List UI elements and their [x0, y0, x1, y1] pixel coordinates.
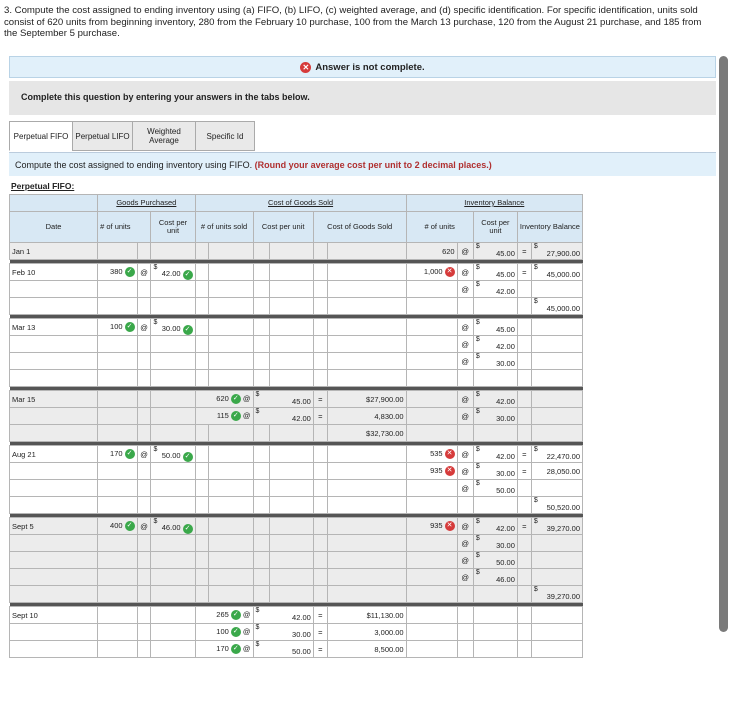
check-icon: ✓ [183, 452, 193, 462]
purchase-units-cell[interactable]: 400 ✓ [98, 518, 137, 535]
date-cell: Feb 10 [10, 264, 98, 281]
table-row [10, 243, 583, 260]
inventory-balance-header: Inventory Balance [406, 195, 582, 212]
table-row [10, 463, 583, 480]
check-icon: ✓ [231, 411, 241, 421]
cogs-cell[interactable]: $27,900.00 [327, 391, 406, 408]
table-row [10, 535, 583, 552]
purchase-cost-cell[interactable]: $ 42.00 ✓ [151, 264, 195, 281]
rounding-note: (Round your average cost per unit to 2 decimal places.) [254, 160, 492, 170]
check-icon: ✓ [231, 644, 241, 654]
error-icon: ✕ [445, 449, 455, 459]
check-icon: ✓ [231, 394, 241, 404]
table-row [10, 370, 583, 387]
at-symbol: @ [457, 353, 473, 370]
inv-total-cell[interactable]: $ 39,270.00 [531, 586, 582, 603]
table-row [10, 353, 583, 370]
equals-symbol: = [517, 243, 531, 260]
table-row [10, 319, 583, 336]
at-symbol: @ [457, 569, 473, 586]
inv-cost-cell[interactable]: $ 45.00 [473, 319, 517, 336]
date-header-top [10, 195, 98, 212]
check-icon: ✓ [183, 524, 193, 534]
date-cell: Sept 10 [10, 607, 98, 624]
purchase-units-cell[interactable]: 100 ✓ [98, 319, 137, 336]
at-symbol: @ [457, 552, 473, 569]
purchase-cost-cell[interactable]: $ 50.00 ✓ [151, 446, 195, 463]
table-row [10, 264, 583, 281]
inv-total-cell[interactable]: $ 50,520.00 [531, 497, 582, 514]
at-symbol: @ [457, 281, 473, 298]
inv-cost-cell[interactable]: $ 42.00 [473, 336, 517, 353]
units-sold-cell[interactable]: 170 ✓ @ [195, 641, 253, 658]
tab-perpetual-fifo[interactable]: Perpetual FIFO [9, 121, 72, 151]
inv-cost-cell[interactable]: $ 30.00 [473, 463, 517, 480]
inv-cost-cell[interactable]: $ 30.00 [473, 353, 517, 370]
at-symbol: @ [137, 319, 151, 336]
at-symbol: @ [457, 480, 473, 497]
table-row [10, 624, 583, 641]
date-cell: Mar 13 [10, 319, 98, 336]
date-cell: Jan 1 [10, 243, 98, 260]
check-icon: ✓ [125, 322, 135, 332]
sub-instruction: Compute the cost assigned to ending inventory using FIFO. [15, 160, 253, 170]
equals-symbol: = [313, 607, 327, 624]
units-sold-cell[interactable]: 115 ✓ @ [195, 408, 253, 425]
tab-perpetual-lifo[interactable]: Perpetual LIFO [72, 121, 132, 151]
cogs-cell[interactable]: $11,130.00 [327, 607, 406, 624]
at-symbol: @ [457, 243, 473, 260]
inv-cost-cell[interactable]: $ 45.00 [473, 264, 517, 281]
at-symbol: @ [457, 336, 473, 353]
error-icon: ✕ [445, 466, 455, 476]
at-symbol: @ [457, 264, 473, 281]
at-symbol: @ [457, 535, 473, 552]
date-cell: Sept 5 [10, 518, 98, 535]
scrollbar[interactable] [719, 56, 728, 632]
purchase-cost-cell[interactable]: $ 46.00 ✓ [151, 518, 195, 535]
inv-units-cell[interactable]: 535 ✕ [406, 446, 457, 463]
cogs-cell[interactable]: 3,000.00 [327, 624, 406, 641]
tab-weighted-average-label: Weighted Average [147, 127, 181, 145]
goods-purchased-header: Goods Purchased [98, 195, 195, 212]
inv-balance-cell[interactable]: $ 45,000.00 [531, 264, 582, 281]
tab-specific-id[interactable]: Specific Id [195, 121, 255, 151]
inv-cost-cell[interactable]: $ 42.00 [473, 518, 517, 535]
table-row [10, 607, 583, 624]
inv-balance-header: Inventory Balance [517, 212, 582, 243]
table-row [10, 586, 583, 603]
table-row [10, 408, 583, 425]
table-row [10, 552, 583, 569]
cost-per-unit-header: Cost per unit [151, 212, 195, 243]
units-sold-cell[interactable]: 620 ✓ @ [195, 391, 253, 408]
inv-cost-cell[interactable]: $ 42.00 [473, 446, 517, 463]
inv-units-cell[interactable]: 935 ✕ [406, 518, 457, 535]
instruction-bar: Complete this question by entering your answers in the tabs below. [9, 81, 716, 115]
units-sold-cell[interactable]: 100 ✓ @ [195, 624, 253, 641]
table-row [10, 425, 583, 442]
at-symbol: @ [137, 264, 151, 281]
inv-units-cell: 620 [406, 243, 457, 260]
table-row [10, 641, 583, 658]
at-symbol: @ [457, 391, 473, 408]
at-symbol: @ [457, 518, 473, 535]
check-icon: ✓ [183, 270, 193, 280]
table-row [10, 480, 583, 497]
check-icon: ✓ [125, 449, 135, 459]
inv-cost-cell[interactable]: $ 45.00 [473, 243, 517, 260]
table-title: Perpetual FIFO: [11, 181, 75, 191]
inv-units-header: # of units [406, 212, 473, 243]
table-row [10, 298, 583, 315]
equals-symbol: = [313, 391, 327, 408]
sold-cost-per-unit-header: Cost per unit [253, 212, 313, 243]
table-row [10, 391, 583, 408]
table-row [10, 446, 583, 463]
inv-cost-per-unit-header: Cost per unit [473, 212, 517, 243]
date-header: Date [10, 212, 98, 243]
question-text: 3. Compute the cost assigned to ending inventory using (a) FIFO, (b) LIFO, (c) weighted average, and (d) specific identification. For specific identification, units sold consist of 620 units from beginning inventory, 280 from the February 10 purchase, 100 from the March 13 purchase, 120 from the August 21 purchase, and 185 from the September 5 purchase. [4, 5, 702, 39]
equals-symbol: = [313, 408, 327, 425]
date-cell: Mar 15 [10, 391, 98, 408]
inv-cost-cell[interactable]: $ 50.00 [473, 552, 517, 569]
sold-cost-cell[interactable]: $ 30.00 [253, 624, 313, 641]
tab-bar [9, 121, 255, 151]
at-symbol: @ [457, 463, 473, 480]
inv-balance-cell[interactable]: $ 22,470.00 [531, 446, 582, 463]
purchase-units-cell[interactable]: 170 ✓ [98, 446, 137, 463]
check-icon: ✓ [183, 325, 193, 335]
equals-symbol: = [517, 518, 531, 535]
at-symbol: @ [137, 446, 151, 463]
cogs-column-header: Cost of Goods Sold [313, 212, 406, 243]
cogs-total-cell[interactable]: $32,730.00 [327, 425, 406, 442]
inv-total-cell[interactable]: $ 45,000.00 [531, 298, 582, 315]
at-symbol: @ [457, 446, 473, 463]
error-icon: ✕ [300, 62, 311, 73]
inv-balance-cell[interactable]: 28,050.00 [531, 463, 582, 480]
inventory-ledger-table [9, 194, 583, 658]
error-icon: ✕ [445, 521, 455, 531]
table-row [10, 336, 583, 353]
check-icon: ✓ [231, 610, 241, 620]
table-row [10, 569, 583, 586]
inv-cost-cell[interactable]: $ 42.00 [473, 391, 517, 408]
cogs-cell[interactable]: 4,830.00 [327, 408, 406, 425]
error-icon: ✕ [445, 267, 455, 277]
inv-balance-cell[interactable]: $ 27,900.00 [531, 243, 582, 260]
units-header: # of units [98, 212, 151, 243]
at-symbol: @ [457, 408, 473, 425]
purchase-cost-cell[interactable]: $ 30.00 ✓ [151, 319, 195, 336]
equals-symbol: = [517, 446, 531, 463]
inv-cost-cell[interactable]: $ 42.00 [473, 281, 517, 298]
sold-cost-cell[interactable]: $ 45.00 [253, 391, 313, 408]
inv-units-cell[interactable]: 935 ✕ [406, 463, 457, 480]
equals-symbol: = [313, 624, 327, 641]
units-sold-header: # of units sold [195, 212, 253, 243]
equals-symbol: = [517, 463, 531, 480]
check-icon: ✓ [231, 627, 241, 637]
status-banner [9, 56, 716, 78]
status-text: Answer is not complete. [315, 61, 425, 73]
cogs-cell[interactable]: 8,500.00 [327, 641, 406, 658]
table-row [10, 518, 583, 535]
equals-symbol: = [517, 264, 531, 281]
units-sold-cell[interactable]: 265 ✓ @ [195, 607, 253, 624]
table-row [10, 497, 583, 514]
at-symbol: @ [457, 319, 473, 336]
check-icon: ✓ [125, 521, 135, 531]
inv-cost-cell[interactable]: $ 30.00 [473, 535, 517, 552]
inv-balance-cell[interactable]: $ 39,270.00 [531, 518, 582, 535]
purchase-units-cell[interactable]: 380 ✓ [98, 264, 137, 281]
table-row [10, 281, 583, 298]
sold-cost-cell[interactable]: $ 50.00 [253, 641, 313, 658]
date-cell: Aug 21 [10, 446, 98, 463]
inv-cost-cell[interactable]: $ 46.00 [473, 569, 517, 586]
inv-cost-cell[interactable]: $ 30.00 [473, 408, 517, 425]
equals-symbol: = [313, 641, 327, 658]
tab-weighted-average[interactable] [132, 121, 195, 151]
check-icon: ✓ [125, 267, 135, 277]
sold-cost-cell[interactable]: $ 42.00 [253, 607, 313, 624]
inv-cost-cell[interactable]: $ 50.00 [473, 480, 517, 497]
cogs-header: Cost of Goods Sold [195, 195, 406, 212]
at-symbol: @ [137, 518, 151, 535]
inv-units-cell[interactable]: 1,000 ✕ [406, 264, 457, 281]
sub-instruction-bar [9, 152, 716, 176]
sold-cost-cell[interactable]: $ 42.00 [253, 408, 313, 425]
